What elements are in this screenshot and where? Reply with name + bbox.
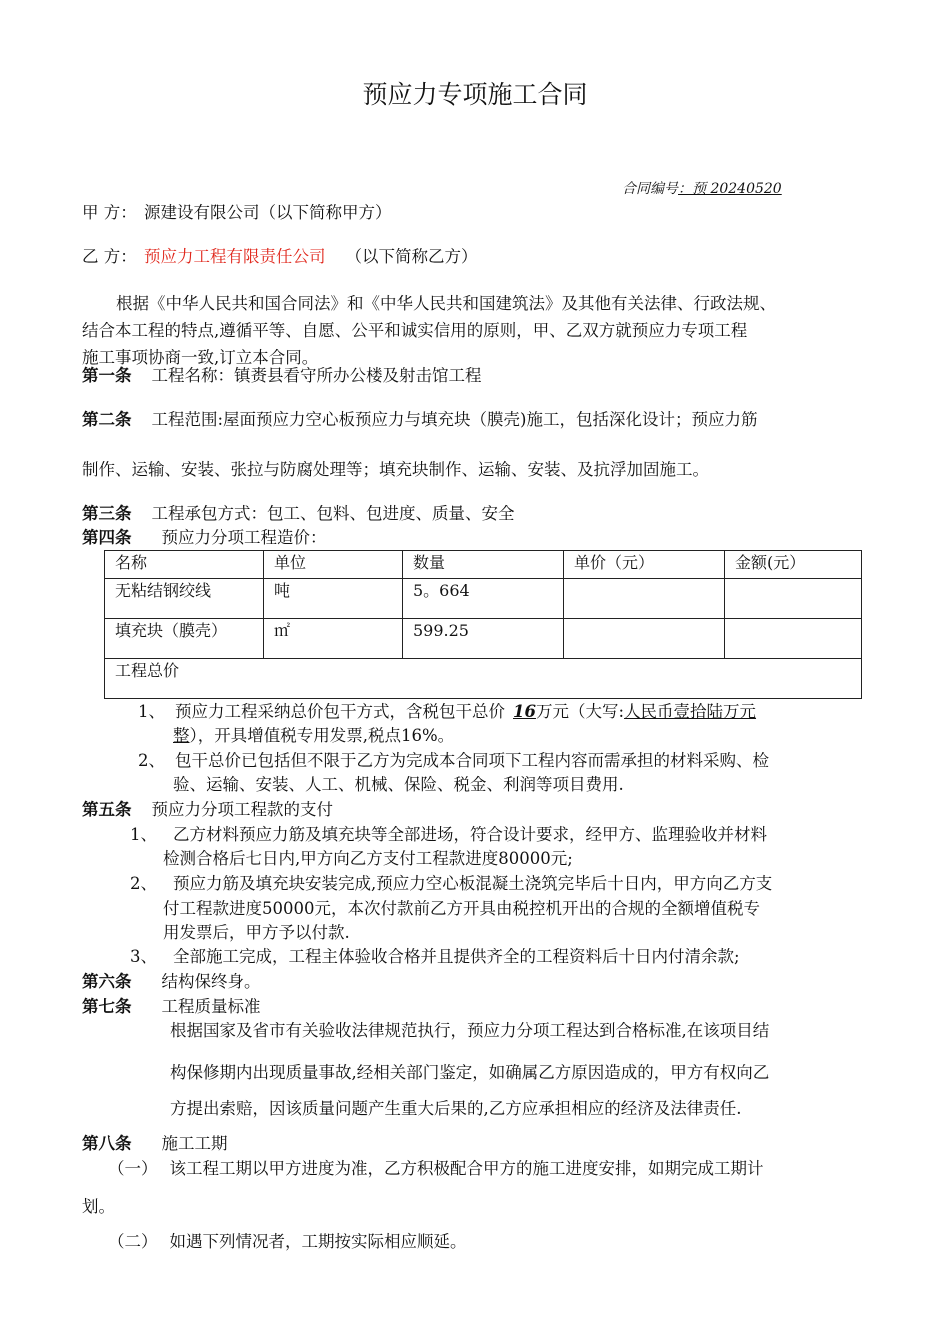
total-price-chinese-end: 整 [173, 726, 190, 745]
art8-item1-line1 [108, 1158, 764, 1180]
article-3 [82, 503, 515, 525]
article-2-line1 [82, 409, 758, 431]
table-header-cell: 金额(元） [725, 551, 862, 579]
art5-item1-line2: 检测合格后七日内,甲方向乙方支付工程款进度80000元; [163, 849, 573, 868]
table-cell: 599.25 [403, 619, 564, 659]
contract-number-label: 合同编号 [622, 181, 678, 197]
article-3-label: 第三条 [82, 504, 132, 523]
article-8-text: 施工工期 [161, 1134, 228, 1153]
art5-item3-text: 全部施工完成，工程主体验收合格并且提供齐全的工程资料后十日内付清余款; [173, 947, 740, 966]
intro-line: 结合本工程的特点,遵循平等、自愿、公平和诚实信用的原则，甲、乙双方就预应力专项工程 [82, 321, 748, 340]
art8-item2 [108, 1231, 467, 1253]
table-row [105, 619, 862, 659]
art4-item1-text: ），开具增值税专用发票,税点16%。 [189, 726, 455, 745]
article-1-label: 第一条 [82, 366, 132, 385]
article-7-line: 构保修期内出现质量事故,经相关部门鉴定，如确属乙方原因造成的，甲方有权向乙 [170, 1063, 770, 1082]
art4-item1-line1 [138, 701, 756, 723]
contract-number [622, 178, 782, 200]
party-b-label: 乙 方： [82, 247, 137, 266]
table-cell [564, 579, 725, 619]
table-header-row [105, 551, 862, 579]
article-2-text: 工程范围:屋面预应力空心板预应力与填充块（膜壳)施工，包括深化设计；预应力筋 [151, 410, 758, 429]
table-header-cell: 数量 [403, 551, 564, 579]
article-6 [82, 971, 261, 993]
party-b-name: 预应力工程有限责任公司 [144, 247, 326, 266]
table-cell: 填充块（膜壳） [105, 619, 264, 659]
total-price-amount: 16 [513, 702, 536, 721]
art5-item1-line1 [130, 824, 767, 846]
list-number: 2、 [138, 751, 165, 770]
art4-item2-text: 包干总价已包括但不限于乙方为完成本合同项下工程内容而需承担的材料采购、检 [175, 751, 769, 770]
party-a-line [82, 202, 392, 224]
article-3-text: 工程承包方式：包工、包料、包进度、质量、安全 [151, 504, 515, 523]
party-a-label: 甲 方： [82, 203, 137, 222]
intro-line: 施工事项协商一致,订立本合同。 [82, 348, 319, 367]
art5-item2-text: 预应力筋及填充块安装完成,预应力空心板混凝土浇筑完毕后十日内，甲方向乙方支 [173, 874, 773, 893]
art5-item2-line1 [130, 873, 772, 895]
art8-item1-text: 该工程工期以甲方进度为准，乙方积极配合甲方的施工进度安排，如期完成工期计 [169, 1159, 764, 1178]
article-7-text: 工程质量标准 [161, 997, 261, 1016]
list-number: 1、 [130, 825, 157, 844]
list-number: 2、 [130, 874, 157, 893]
article-1 [82, 365, 482, 387]
list-number: 3、 [130, 947, 157, 966]
table-cell: 无粘结钢绞线 [105, 579, 264, 619]
intro-paragraph [82, 290, 882, 371]
list-number: （二） [108, 1232, 158, 1251]
table-row [105, 579, 862, 619]
article-5 [82, 799, 333, 821]
table-cell: 5。664 [403, 579, 564, 619]
art4-item2-line1 [138, 750, 769, 772]
art5-item3 [130, 946, 740, 968]
art4-item1-text: 预应力工程采纳总价包干方式，含税包干总价 [175, 702, 505, 721]
article-4-label: 第四条 [82, 528, 132, 547]
table-cell [725, 619, 862, 659]
table-header-cell: 单位 [264, 551, 403, 579]
contract-number-value: ：预 20240520 [678, 181, 782, 197]
table-total-row [105, 659, 862, 699]
table-header-cell: 单价（元） [564, 551, 725, 579]
table-cell [564, 619, 725, 659]
list-number: （一） [108, 1159, 158, 1178]
table-cell: 吨 [264, 579, 403, 619]
article-2-line2: 制作、运输、安装、张拉与防腐处理等；填充块制作、运输、安装、及抗浮加固施工。 [82, 460, 709, 479]
table-total-label: 工程总价 [105, 659, 862, 699]
page-title: 预应力专项施工合同 [362, 80, 588, 109]
art8-item2-text: 如遇下列情况者，工期按实际相应顺延。 [169, 1232, 467, 1251]
article-7-line: 方提出索赔，因该质量问题产生重大后果的,乙方应承担相应的经济及法律责任. [170, 1099, 742, 1118]
list-number: 1、 [138, 702, 165, 721]
party-a-name: 源建设有限公司（以下简称甲方） [144, 203, 392, 222]
table-cell [725, 579, 862, 619]
table-header-cell: 名称 [105, 551, 264, 579]
art4-item1-line2 [173, 725, 454, 747]
party-b-suffix: （以下简称乙方） [345, 247, 478, 266]
article-1-text: 工程名称：镇赉县看守所办公楼及射击馆工程 [151, 366, 482, 385]
article-2-label: 第二条 [82, 410, 132, 429]
article-7-label: 第七条 [82, 997, 132, 1016]
article-4-text: 预应力分项工程造价： [161, 528, 327, 547]
article-6-label: 第六条 [82, 972, 132, 991]
article-5-text: 预应力分项工程款的支付 [151, 800, 333, 819]
article-6-text: 结构保终身。 [161, 972, 261, 991]
table-cell: ㎡ [264, 619, 403, 659]
article-7-line: 根据国家及省市有关验收法律规范执行，预应力分项工程达到合格标准,在该项目结 [170, 1021, 770, 1040]
total-price-chinese: 人民币壹拾陆万元 [624, 702, 757, 721]
art4-item1-text: 万元（大写: [535, 702, 625, 721]
article-8-label: 第八条 [82, 1134, 132, 1153]
article-8 [82, 1133, 228, 1155]
art4-item2-line2: 验、运输、安装、人工、机械、保险、税金、利润等项目费用. [173, 775, 624, 794]
article-4 [82, 527, 327, 549]
art5-item1-text: 乙方材料预应力筋及填充块等全部进场，符合设计要求，经甲方、监理验收并材料 [173, 825, 767, 844]
party-b-line [82, 246, 478, 268]
intro-line: 根据《中华人民共和国合同法》和《中华人民共和国建筑法》及其他有关法律、行政法规、 [116, 294, 776, 313]
art8-item1-line2: 划。 [82, 1197, 115, 1216]
price-table [104, 550, 862, 699]
article-5-label: 第五条 [82, 800, 132, 819]
article-7 [82, 996, 261, 1018]
art5-item2-line2: 付工程款进度50000元，本次付款前乙方开具由税控机开出的合规的全额增值税专 [163, 899, 760, 918]
art5-item2-line3: 用发票后，甲方予以付款. [163, 923, 350, 942]
